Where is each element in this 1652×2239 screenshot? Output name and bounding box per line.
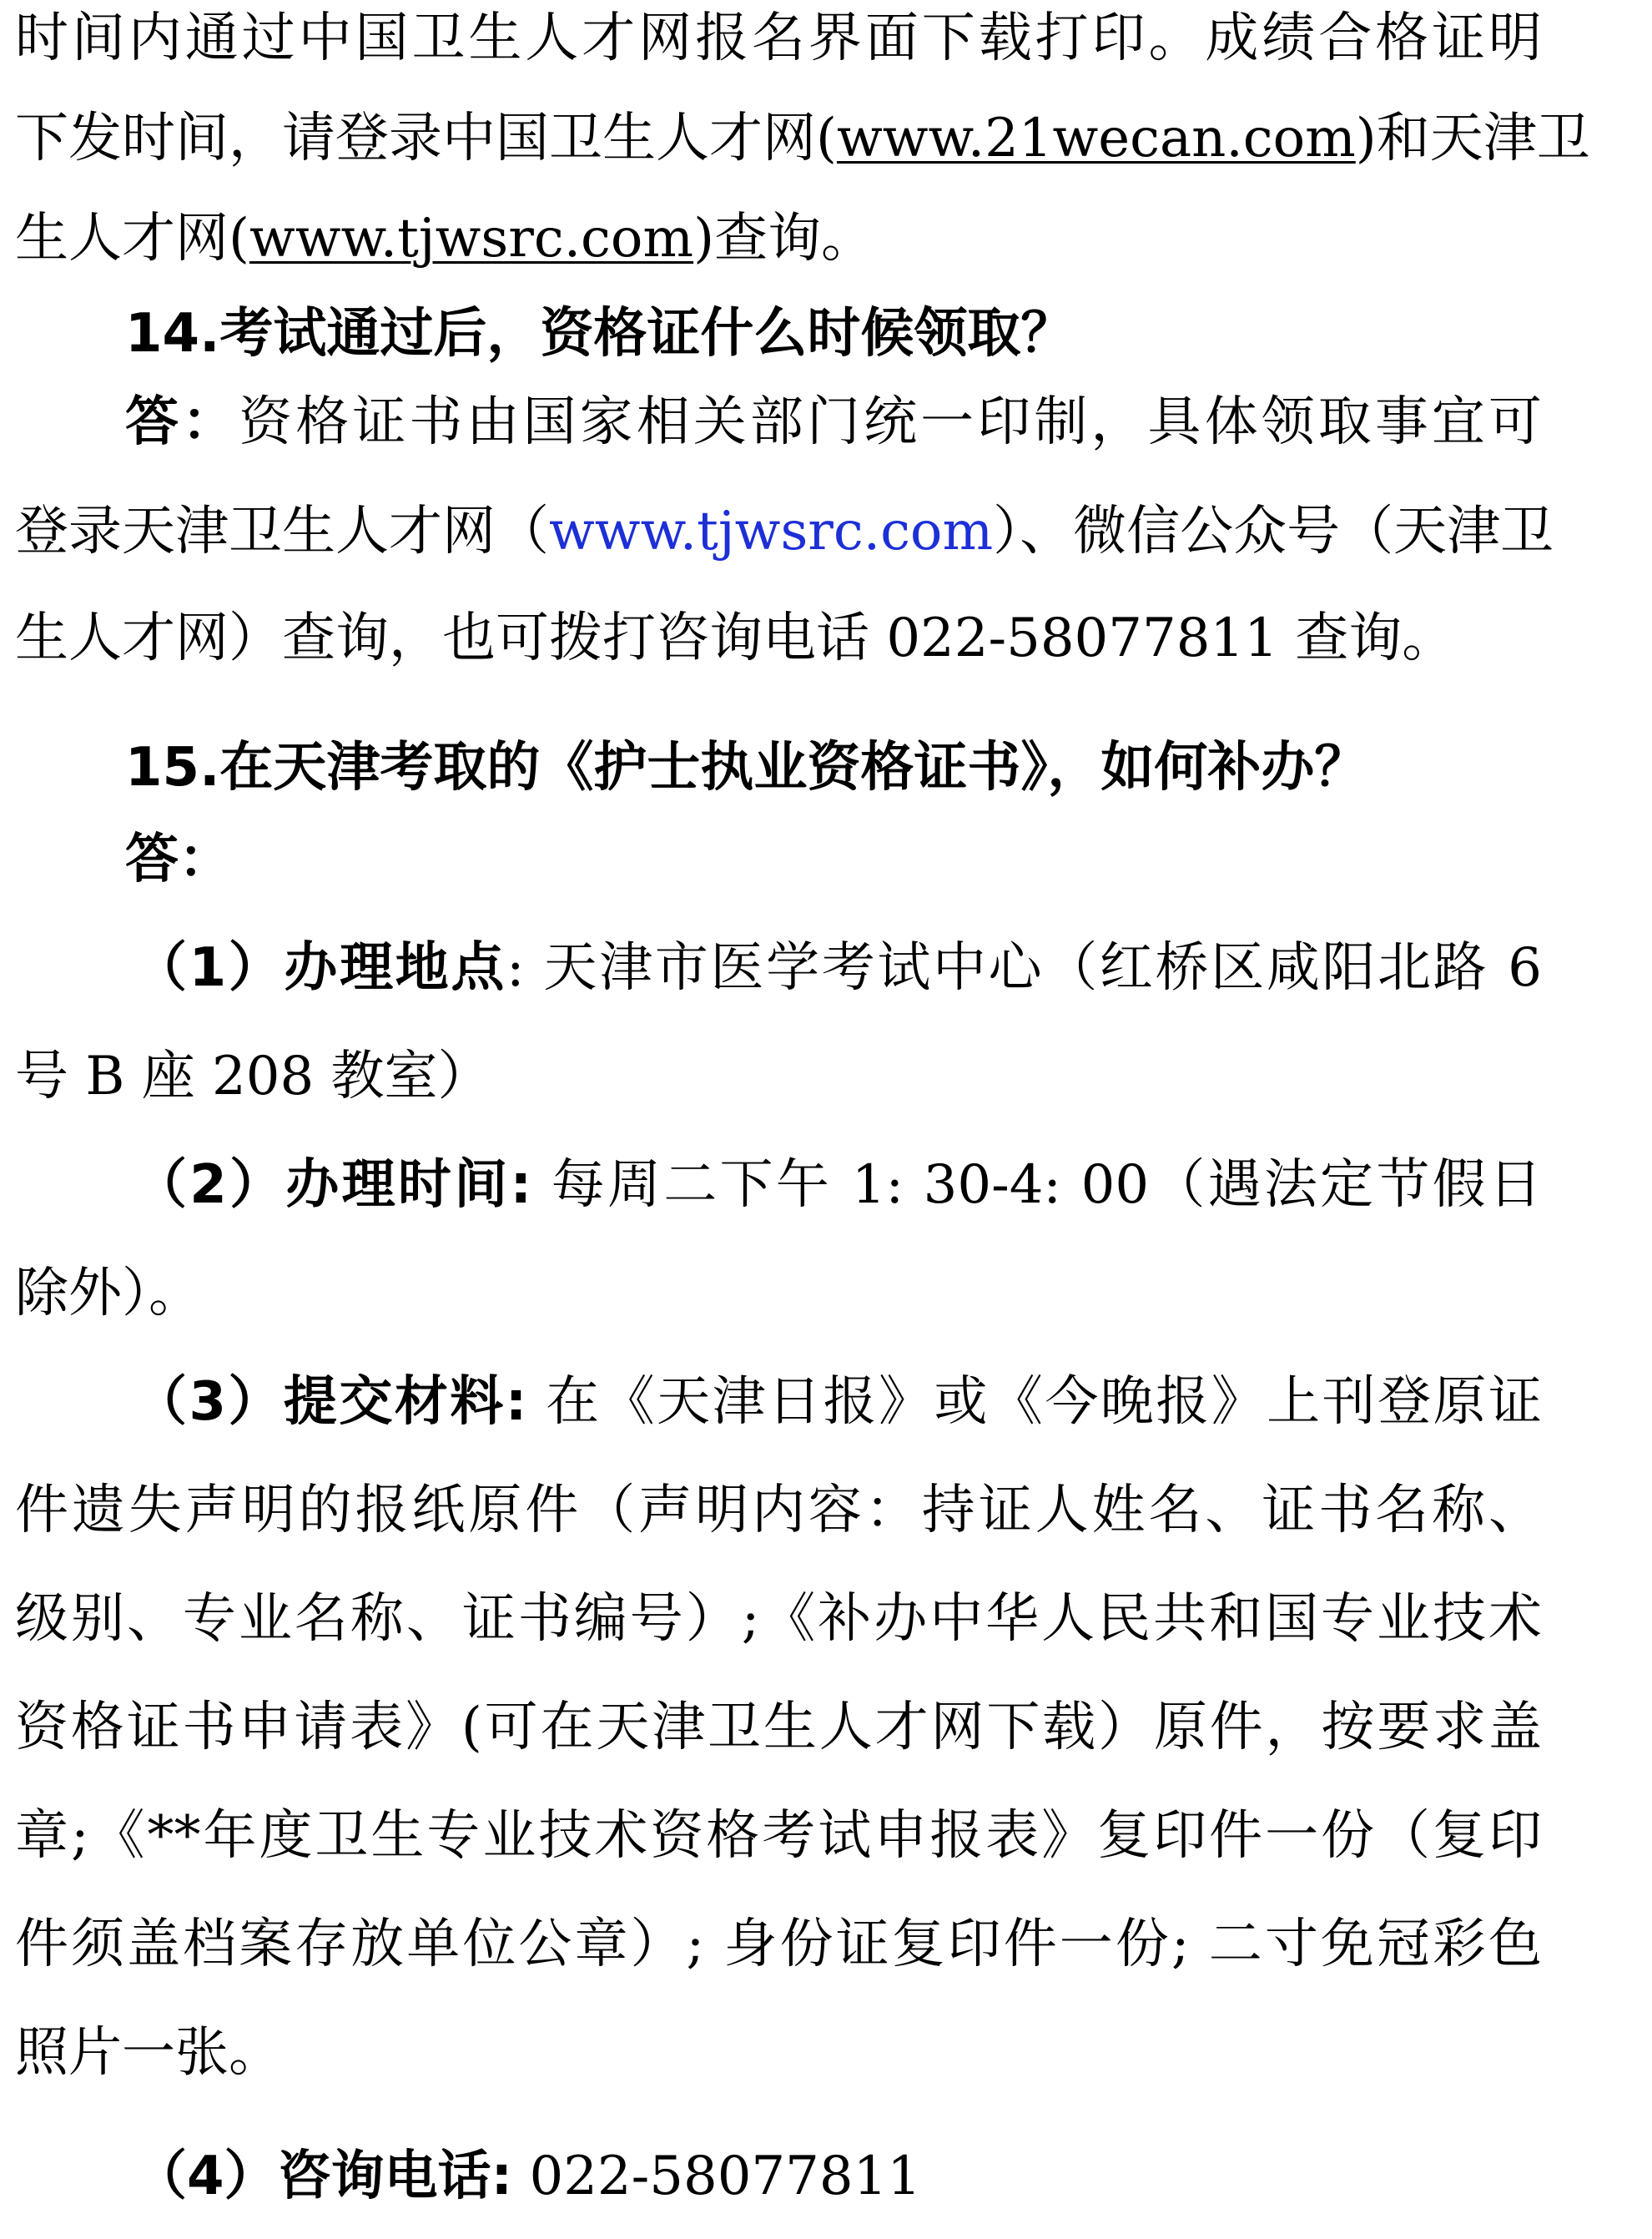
item-3-line-7 <box>15 2020 1542 2086</box>
text-segment: 天津市医学考试中心（红桥区咸阳北路 6 <box>543 937 1543 999</box>
answer-14-line-2 <box>15 498 1554 565</box>
text-line <box>15 105 1590 172</box>
item-1-line-2 <box>15 1043 1542 1110</box>
text-segment: 件遗失声明的报纸原件（声明内容：持证人姓名、证书名称、 <box>15 1480 1542 1541</box>
text-segment: 除外）。 <box>15 1263 202 1324</box>
link-tjwsrc-blue[interactable]: www.tjwsrc.com <box>549 501 994 562</box>
text-segment: 级别、专业名称、证书编号）;《补办中华人民共和国专业技术 <box>15 1588 1542 1650</box>
text-segment: 章;《**年度卫生专业技术资格考试申报表》复印件一份（复印 <box>15 1805 1542 1867</box>
text-segment: ）、微信公众号（天津卫 <box>993 501 1554 562</box>
text-segment: 照片一张。 <box>15 2022 282 2084</box>
question-14 <box>125 300 1542 367</box>
item-3-line-6 <box>15 1911 1542 1978</box>
link-tjwsrc[interactable]: www.tjwsrc.com <box>249 208 694 270</box>
text-segment: )查询。 <box>693 208 875 270</box>
answer-14-line-1 <box>125 389 1542 456</box>
text-line <box>15 205 1542 272</box>
answer-14-line-3 <box>15 605 1456 672</box>
text-segment: 下发时间，请登录中国卫生人才网( <box>15 108 837 169</box>
item-2-line-2 <box>15 1260 1542 1327</box>
text-segment: 在《天津日报》或《今晚报》上刊登原证 <box>546 1371 1543 1433</box>
text-line <box>15 5 1542 72</box>
item-separator: : <box>506 937 525 999</box>
question-15 <box>125 734 1542 801</box>
answer-label: 答： <box>125 829 232 890</box>
text-segment: 生人才网）查询，也可拨打咨询电话 022-58077811 查询。 <box>15 608 1456 669</box>
question-text: 15.在天津考取的《护士执业资格证书》，如何补办？ <box>125 737 1368 799</box>
item-label: （4）咨询电话: <box>133 2146 513 2207</box>
text-segment: 022-58077811 <box>529 2146 921 2207</box>
item-3-line-4 <box>15 1694 1542 1761</box>
item-4-line-1 <box>133 2143 1542 2210</box>
item-3-line-5 <box>15 1803 1542 1869</box>
item-3-line-1 <box>133 1369 1542 1435</box>
item-3-line-2 <box>15 1477 1542 1544</box>
text-segment: )和天津卫 <box>1355 108 1590 169</box>
text-segment: 件须盖档案存放单位公章）; 身份证复印件一份; 二寸免冠彩色 <box>15 1914 1542 1975</box>
answer-15-label <box>125 826 1542 893</box>
text-segment: 资格证书由国家相关部门统一印制，具体领取事宜可 <box>239 391 1543 453</box>
text-segment: 每周二下午 1: 30-4: 00（遇法定节假日 <box>551 1154 1543 1216</box>
text-segment: 资格证书申请表》(可在天津卫生人才网下载）原件，按要求盖 <box>15 1697 1542 1758</box>
text-segment: 时间内通过中国卫生人才网报名界面下载打印。成绩合格证明 <box>15 8 1542 69</box>
text-segment: 登录天津卫生人才网（ <box>15 501 549 562</box>
text-segment: 生人才网( <box>15 208 249 270</box>
answer-label: 答： <box>125 391 239 453</box>
item-1-line-1 <box>133 935 1542 1001</box>
item-label: （2）办理时间: <box>133 1154 532 1216</box>
item-2-line-1 <box>133 1152 1542 1218</box>
text-segment: 号 B 座 208 教室） <box>15 1046 491 1107</box>
item-3-line-3 <box>15 1586 1542 1652</box>
item-label: （1）办理地点 <box>133 937 506 999</box>
item-label: （3）提交材料: <box>133 1371 527 1433</box>
link-21wecan[interactable]: www.21wecan.com <box>836 108 1356 169</box>
question-text: 14.考试通过后，资格证什么时候领取？ <box>125 303 1075 365</box>
